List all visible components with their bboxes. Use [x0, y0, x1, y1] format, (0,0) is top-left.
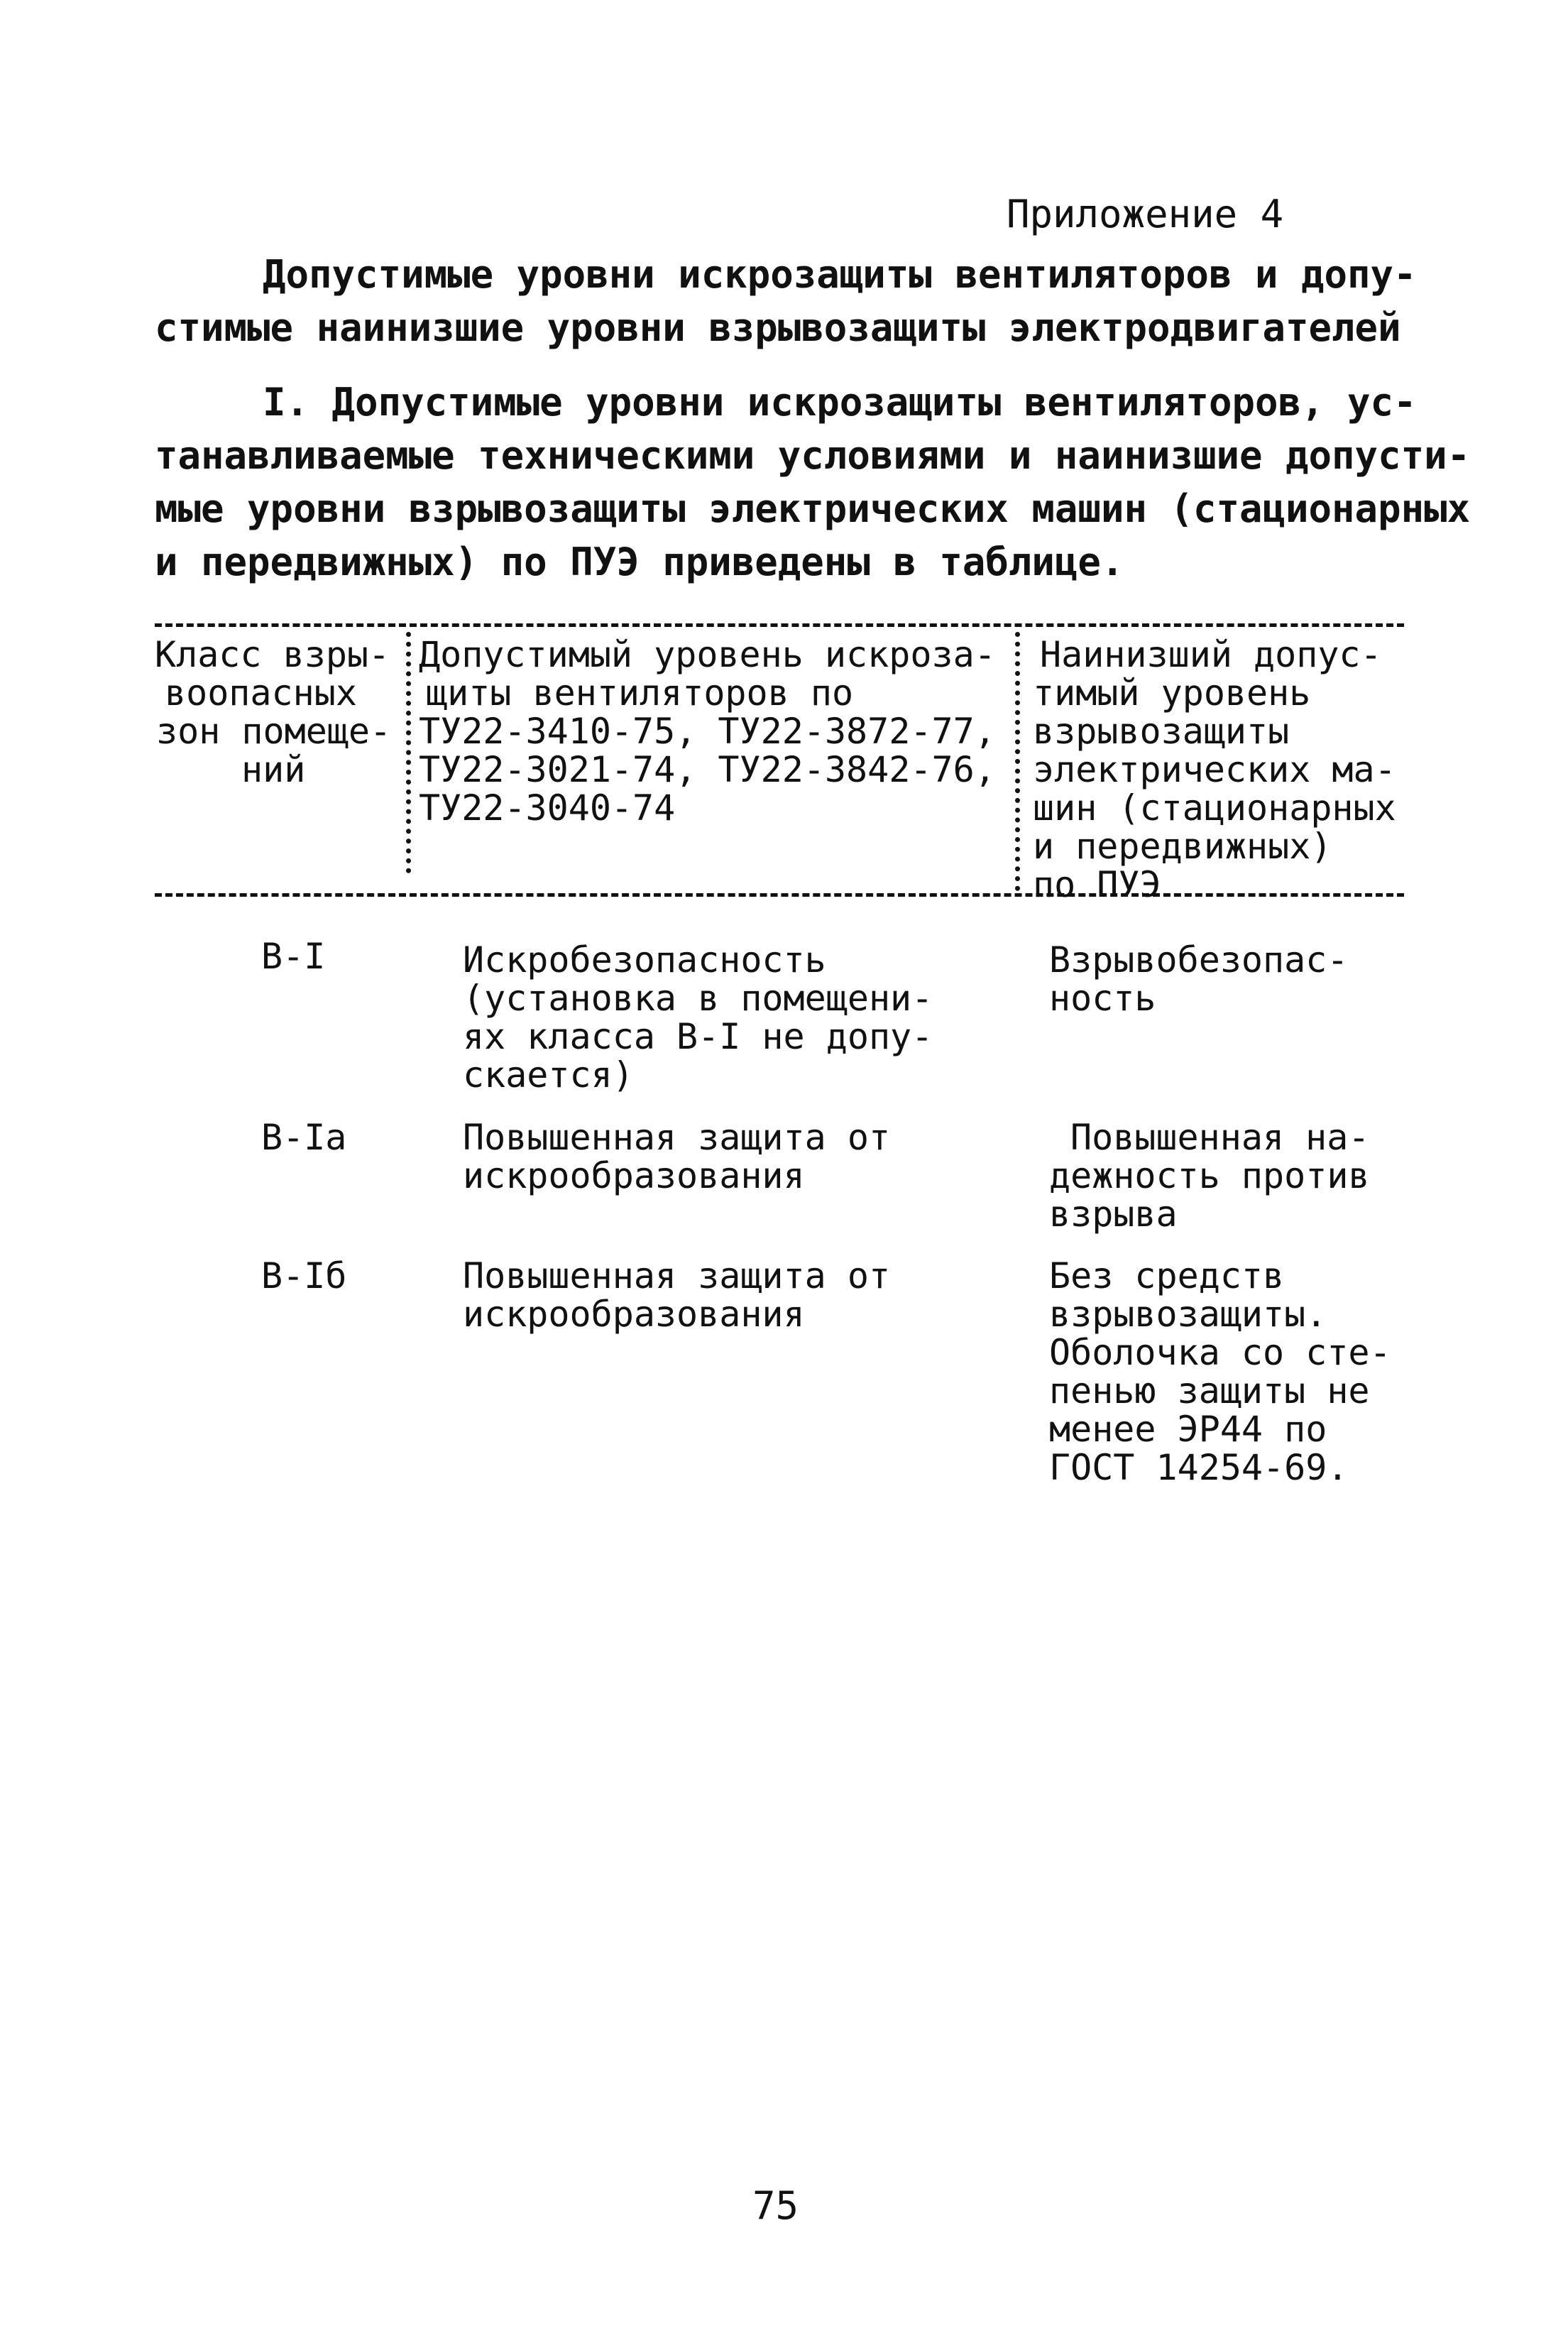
row-3-fan-line-1: Повышенная защита от: [463, 1255, 891, 1296]
title-line-1: Допустимые уровни искрозащиты вентиляторов и допу-: [263, 252, 1417, 297]
row-3-fan-line-2: искрообразования: [463, 1294, 805, 1335]
row-1-motor-line-1: Взрывобезопас-: [1049, 939, 1349, 981]
header-motor-line-7: по ПУЭ: [1033, 864, 1161, 905]
row-2-class: В-Iа: [261, 1117, 347, 1158]
header-class-line-1: Класс взры-: [155, 634, 390, 675]
header-motor-line-4: электрических ма-: [1033, 749, 1396, 790]
row-2-motor-line-3: взрыва: [1049, 1194, 1178, 1235]
row-3-motor-line-6: ГОСТ 14254-69.: [1049, 1447, 1349, 1488]
header-class-line-4: ний: [241, 749, 306, 790]
header-fan-line-1: Допустимый уровень искроза-: [419, 634, 996, 675]
row-2-fan-line-1: Повышенная защита от: [463, 1117, 891, 1158]
table-header-rule: [155, 893, 1404, 897]
header-motor-line-6: и передвижных): [1033, 826, 1332, 867]
header-motor-line-2: тимый уровень: [1033, 672, 1311, 714]
paragraph-line-4: и передвижных) по ПУЭ приведены в таблице.: [155, 540, 1124, 584]
header-fan-line-4: ТУ22-3021-74, ТУ22-3842-76,: [419, 749, 996, 790]
header-class-line-2: воопасных: [165, 672, 357, 714]
appendix-label: Приложение 4: [1007, 192, 1284, 236]
header-class-line-3: зон помеще-: [156, 711, 392, 752]
row-3-motor-line-4: пенью защиты не: [1049, 1370, 1370, 1411]
row-2-motor-line-2: дежность против: [1049, 1155, 1370, 1196]
header-fan-line-3: ТУ22-3410-75, ТУ22-3872-77,: [419, 711, 996, 752]
row-3-motor-line-5: менее ЭР44 по: [1049, 1409, 1327, 1450]
column-separator-2: [1015, 632, 1020, 891]
paragraph-line-2: танавливаемые техническими условиями и наинизшие допусти-: [155, 433, 1471, 478]
row-3-motor-line-3: Оболочка со сте-: [1049, 1332, 1391, 1373]
header-motor-line-5: шин (стационарных: [1033, 787, 1396, 829]
row-3-class: В-Iб: [261, 1255, 347, 1296]
header-fan-line-2: щиты вентиляторов по: [426, 672, 854, 714]
paragraph-line-3: мые уровни взрывозащиты электрических машин (стационарных: [155, 486, 1471, 531]
row-2-motor-line-1: Повышенная на-: [1070, 1117, 1370, 1158]
title-line-2: стимые наинизшие уровни взрывозащиты электродвигателей: [155, 305, 1401, 350]
row-1-class: В-I: [261, 936, 326, 977]
paragraph-line-1: I. Допустимые уровни искрозащиты вентиляторов, ус-: [263, 380, 1417, 425]
column-separator-1: [406, 632, 411, 873]
row-1-motor-line-2: ность: [1049, 978, 1156, 1019]
row-3-motor-line-1: Без средств: [1049, 1255, 1285, 1296]
row-1-fan-line-3: ях класса В-I не допу-: [463, 1016, 933, 1057]
header-motor-line-1: Наинизший допус-: [1040, 634, 1382, 675]
row-1-fan-line-4: скается): [463, 1054, 634, 1096]
header-fan-line-5: ТУ22-3040-74: [419, 787, 676, 829]
row-1-fan-line-2: (установка в помещени-: [463, 978, 933, 1019]
row-3-motor-line-2: взрывозащиты.: [1049, 1294, 1327, 1335]
header-motor-line-3: взрывозащиты: [1033, 711, 1290, 752]
page-number: 75: [752, 2183, 799, 2228]
row-2-fan-line-2: искрообразования: [463, 1155, 805, 1196]
table-top-rule: [155, 623, 1404, 627]
row-1-fan-line-1: Искробезопасность: [463, 939, 826, 981]
